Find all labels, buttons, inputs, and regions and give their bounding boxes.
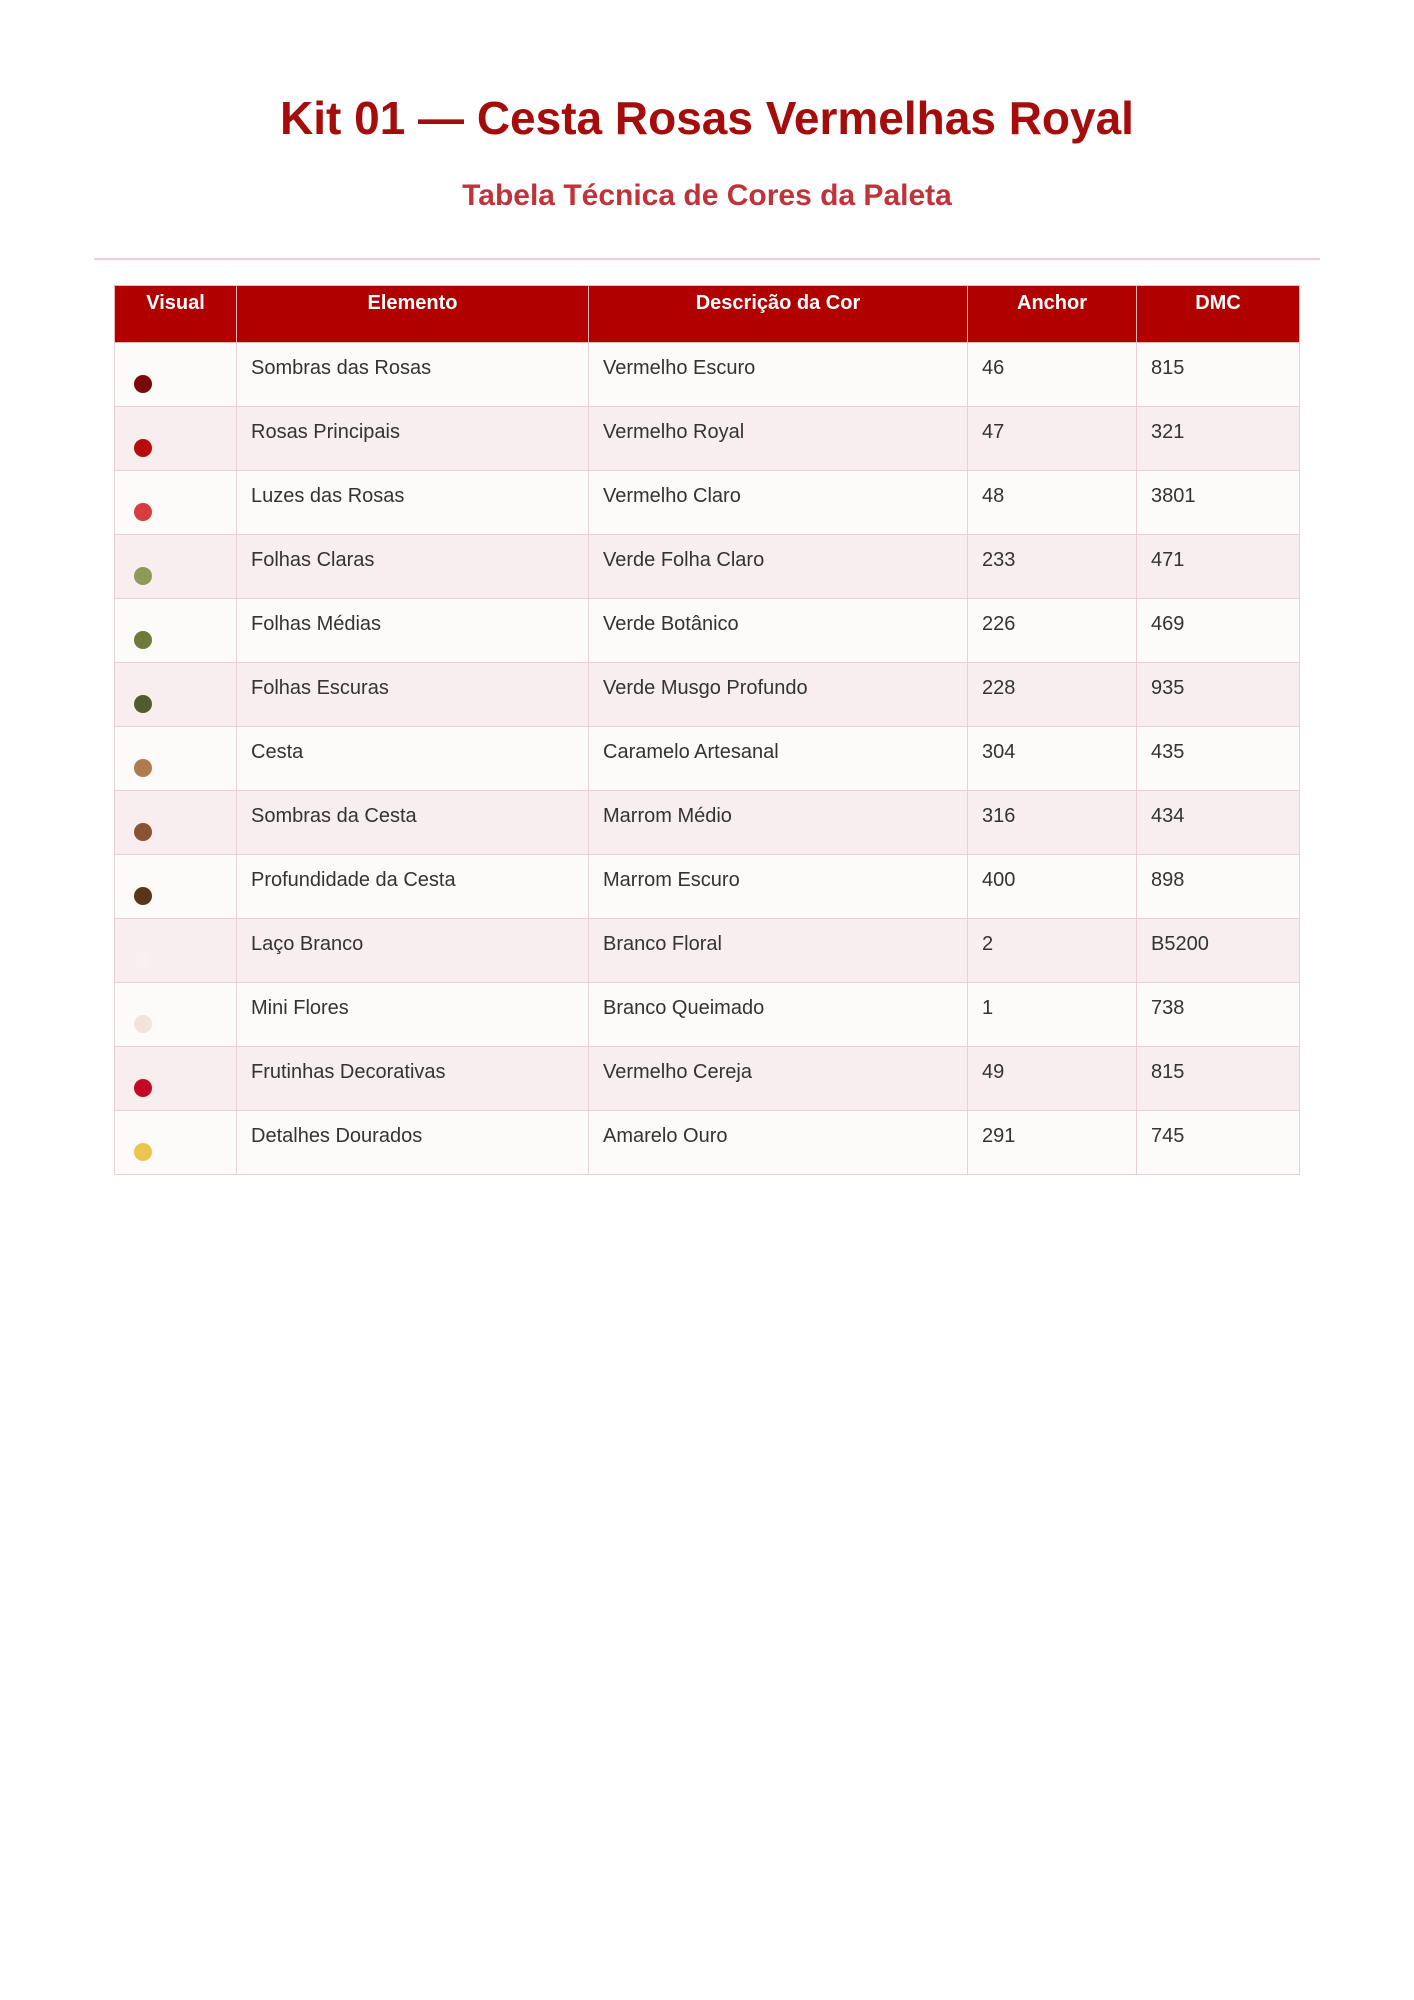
cell-visual bbox=[115, 1111, 237, 1175]
cell-dmc: 469 bbox=[1137, 599, 1300, 663]
cell-visual bbox=[115, 983, 237, 1047]
table-row bbox=[115, 983, 1300, 1047]
cell-descricao: Verde Folha Claro bbox=[589, 535, 968, 599]
cell-descricao: Vermelho Royal bbox=[589, 407, 968, 471]
color-swatch-icon bbox=[134, 439, 152, 457]
cell-anchor: 49 bbox=[968, 1047, 1137, 1111]
table-row bbox=[115, 343, 1300, 407]
cell-anchor: 316 bbox=[968, 791, 1137, 855]
table-row bbox=[115, 1111, 1300, 1175]
cell-anchor: 233 bbox=[968, 535, 1137, 599]
table-header-row bbox=[115, 286, 1300, 343]
cell-descricao: Branco Floral bbox=[589, 919, 968, 983]
cell-anchor: 47 bbox=[968, 407, 1137, 471]
table-row bbox=[115, 855, 1300, 919]
divider bbox=[94, 258, 1320, 260]
color-swatch-icon bbox=[134, 375, 152, 393]
page-subtitle: Tabela Técnica de Cores da Paleta bbox=[462, 179, 952, 212]
cell-anchor: 400 bbox=[968, 855, 1137, 919]
cell-visual bbox=[115, 471, 237, 535]
cell-dmc: B5200 bbox=[1137, 919, 1300, 983]
table-row bbox=[115, 535, 1300, 599]
cell-anchor: 2 bbox=[968, 919, 1137, 983]
cell-elemento: Luzes das Rosas bbox=[237, 471, 589, 535]
cell-dmc: 3801 bbox=[1137, 471, 1300, 535]
cell-visual bbox=[115, 919, 237, 983]
cell-dmc: 738 bbox=[1137, 983, 1300, 1047]
cell-visual bbox=[115, 343, 237, 407]
table-row bbox=[115, 663, 1300, 727]
table-row bbox=[115, 1047, 1300, 1111]
cell-visual bbox=[115, 535, 237, 599]
cell-descricao: Vermelho Escuro bbox=[589, 343, 968, 407]
color-swatch-icon bbox=[134, 887, 152, 905]
header-dmc: DMC bbox=[1137, 286, 1300, 343]
header-descricao: Descrição da Cor bbox=[589, 286, 968, 343]
cell-elemento: Frutinhas Decorativas bbox=[237, 1047, 589, 1111]
cell-anchor: 1 bbox=[968, 983, 1137, 1047]
color-swatch-icon bbox=[134, 631, 152, 649]
cell-descricao: Branco Queimado bbox=[589, 983, 968, 1047]
cell-elemento: Rosas Principais bbox=[237, 407, 589, 471]
cell-elemento: Folhas Médias bbox=[237, 599, 589, 663]
color-swatch-icon bbox=[134, 759, 152, 777]
cell-descricao: Vermelho Claro bbox=[589, 471, 968, 535]
cell-elemento: Folhas Claras bbox=[237, 535, 589, 599]
table-row bbox=[115, 407, 1300, 471]
cell-elemento: Sombras das Rosas bbox=[237, 343, 589, 407]
cell-elemento: Mini Flores bbox=[237, 983, 589, 1047]
color-swatch-icon bbox=[134, 951, 152, 969]
table-row bbox=[115, 471, 1300, 535]
color-swatch-icon bbox=[134, 1143, 152, 1161]
cell-descricao: Vermelho Cereja bbox=[589, 1047, 968, 1111]
table-row bbox=[115, 599, 1300, 663]
table-row bbox=[115, 919, 1300, 983]
cell-anchor: 46 bbox=[968, 343, 1137, 407]
cell-dmc: 898 bbox=[1137, 855, 1300, 919]
cell-elemento: Detalhes Dourados bbox=[237, 1111, 589, 1175]
cell-visual bbox=[115, 791, 237, 855]
page-title: Kit 01 — Cesta Rosas Vermelhas Royal bbox=[280, 92, 1134, 144]
cell-dmc: 815 bbox=[1137, 343, 1300, 407]
cell-dmc: 434 bbox=[1137, 791, 1300, 855]
cell-anchor: 291 bbox=[968, 1111, 1137, 1175]
cell-visual bbox=[115, 727, 237, 791]
cell-anchor: 304 bbox=[968, 727, 1137, 791]
cell-dmc: 321 bbox=[1137, 407, 1300, 471]
cell-elemento: Folhas Escuras bbox=[237, 663, 589, 727]
cell-anchor: 228 bbox=[968, 663, 1137, 727]
cell-visual bbox=[115, 407, 237, 471]
color-swatch-icon bbox=[134, 1015, 152, 1033]
header-anchor: Anchor bbox=[968, 286, 1137, 343]
cell-elemento: Cesta bbox=[237, 727, 589, 791]
color-swatch-icon bbox=[134, 503, 152, 521]
cell-visual bbox=[115, 855, 237, 919]
cell-visual bbox=[115, 663, 237, 727]
header-elemento: Elemento bbox=[237, 286, 589, 343]
cell-elemento: Profundidade da Cesta bbox=[237, 855, 589, 919]
header-visual: Visual bbox=[115, 286, 237, 343]
cell-descricao: Marrom Escuro bbox=[589, 855, 968, 919]
cell-anchor: 226 bbox=[968, 599, 1137, 663]
table-row bbox=[115, 791, 1300, 855]
cell-dmc: 745 bbox=[1137, 1111, 1300, 1175]
color-swatch-icon bbox=[134, 695, 152, 713]
cell-anchor: 48 bbox=[968, 471, 1137, 535]
table-row bbox=[115, 727, 1300, 791]
cell-descricao: Marrom Médio bbox=[589, 791, 968, 855]
color-swatch-icon bbox=[134, 1079, 152, 1097]
cell-descricao: Amarelo Ouro bbox=[589, 1111, 968, 1175]
cell-visual bbox=[115, 1047, 237, 1111]
cell-elemento: Sombras da Cesta bbox=[237, 791, 589, 855]
palette-table bbox=[114, 285, 1300, 1175]
cell-dmc: 935 bbox=[1137, 663, 1300, 727]
color-swatch-icon bbox=[134, 823, 152, 841]
color-swatch-icon bbox=[134, 567, 152, 585]
table-body bbox=[115, 343, 1300, 1175]
cell-descricao: Verde Musgo Profundo bbox=[589, 663, 968, 727]
cell-dmc: 471 bbox=[1137, 535, 1300, 599]
cell-dmc: 815 bbox=[1137, 1047, 1300, 1111]
cell-visual bbox=[115, 599, 237, 663]
cell-elemento: Laço Branco bbox=[237, 919, 589, 983]
cell-descricao: Caramelo Artesanal bbox=[589, 727, 968, 791]
cell-dmc: 435 bbox=[1137, 727, 1300, 791]
cell-descricao: Verde Botânico bbox=[589, 599, 968, 663]
